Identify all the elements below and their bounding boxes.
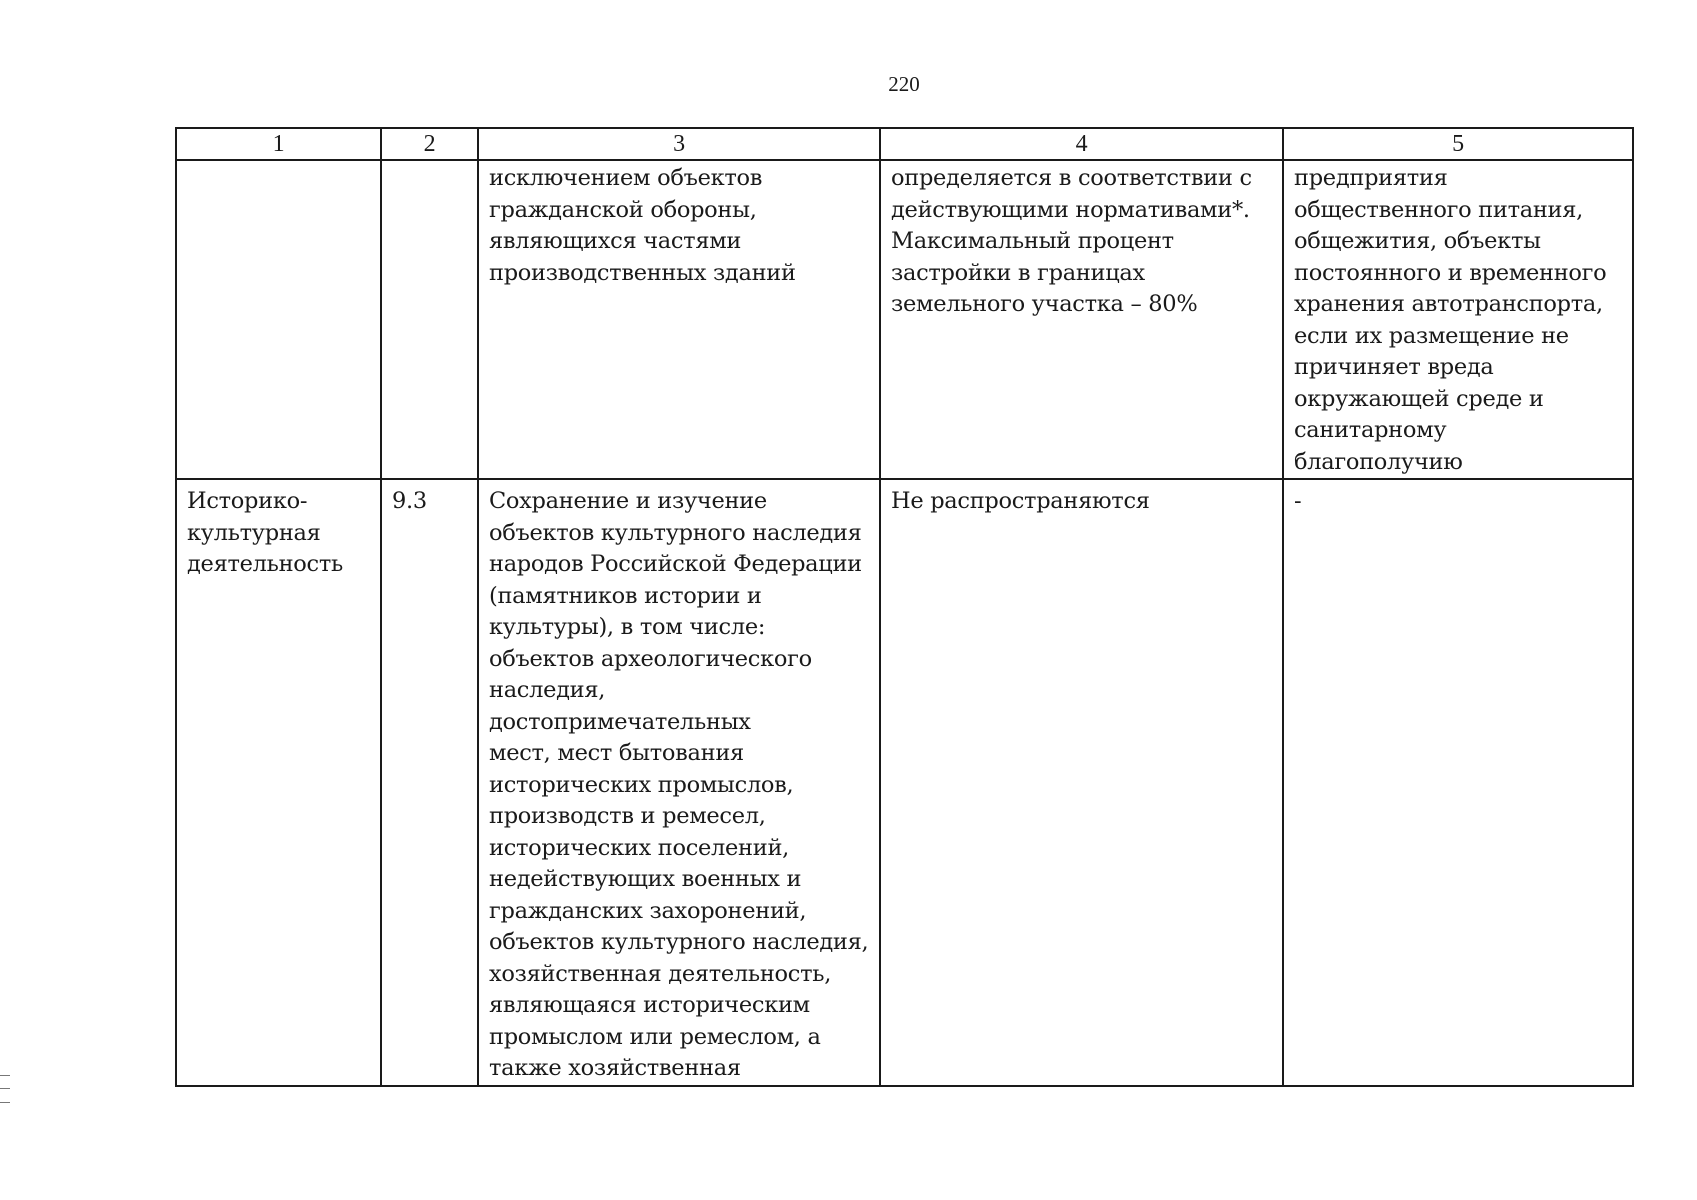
scan-margin-mark bbox=[0, 1075, 10, 1103]
column-header: 4 bbox=[880, 128, 1283, 160]
table-cell: - bbox=[1283, 479, 1633, 1086]
table-cell: Не распространяются bbox=[880, 479, 1283, 1086]
table-cell: исключением объектов гражданской обороны, являющихся частями производственных зданий bbox=[478, 160, 880, 479]
table-cell: Сохранение и изучение объектов культурного наследия народов Российской Федерации (памятников истории и культуры), в том числе: объектов археологического наследия, достопримечательных мест, мест бытования исторических промыслов, производств и ремесел, исторических поселений, недействующих военных и гражданских захоронений, объектов культурного наследия, хозяйственная деятельность, являющаяся историческим промыслом или ремеслом, а также хозяйственная bbox=[478, 479, 880, 1086]
table-cell bbox=[381, 160, 478, 479]
table-row bbox=[176, 479, 1633, 1086]
page-number: 220 bbox=[888, 72, 920, 96]
table-cell: 9.3 bbox=[381, 479, 478, 1086]
table-header-row bbox=[176, 128, 1633, 160]
column-header: 2 bbox=[381, 128, 478, 160]
column-header: 1 bbox=[176, 128, 381, 160]
table-row bbox=[176, 160, 1633, 479]
column-header: 5 bbox=[1283, 128, 1633, 160]
table-cell bbox=[176, 160, 381, 479]
table-cell: определяется в соответствии с действующими нормативами*. Максимальный процент застройки в границах земельного участка – 80% bbox=[880, 160, 1283, 479]
table-cell: Историко- культурная деятельность bbox=[176, 479, 381, 1086]
land-use-table bbox=[175, 127, 1634, 1087]
column-header: 3 bbox=[478, 128, 880, 160]
table-cell: предприятия общественного питания, общежития, объекты постоянного и временного хранения автотранспорта, если их размещение не причиняет вреда окружающей среде и санитарному благополучию bbox=[1283, 160, 1633, 479]
